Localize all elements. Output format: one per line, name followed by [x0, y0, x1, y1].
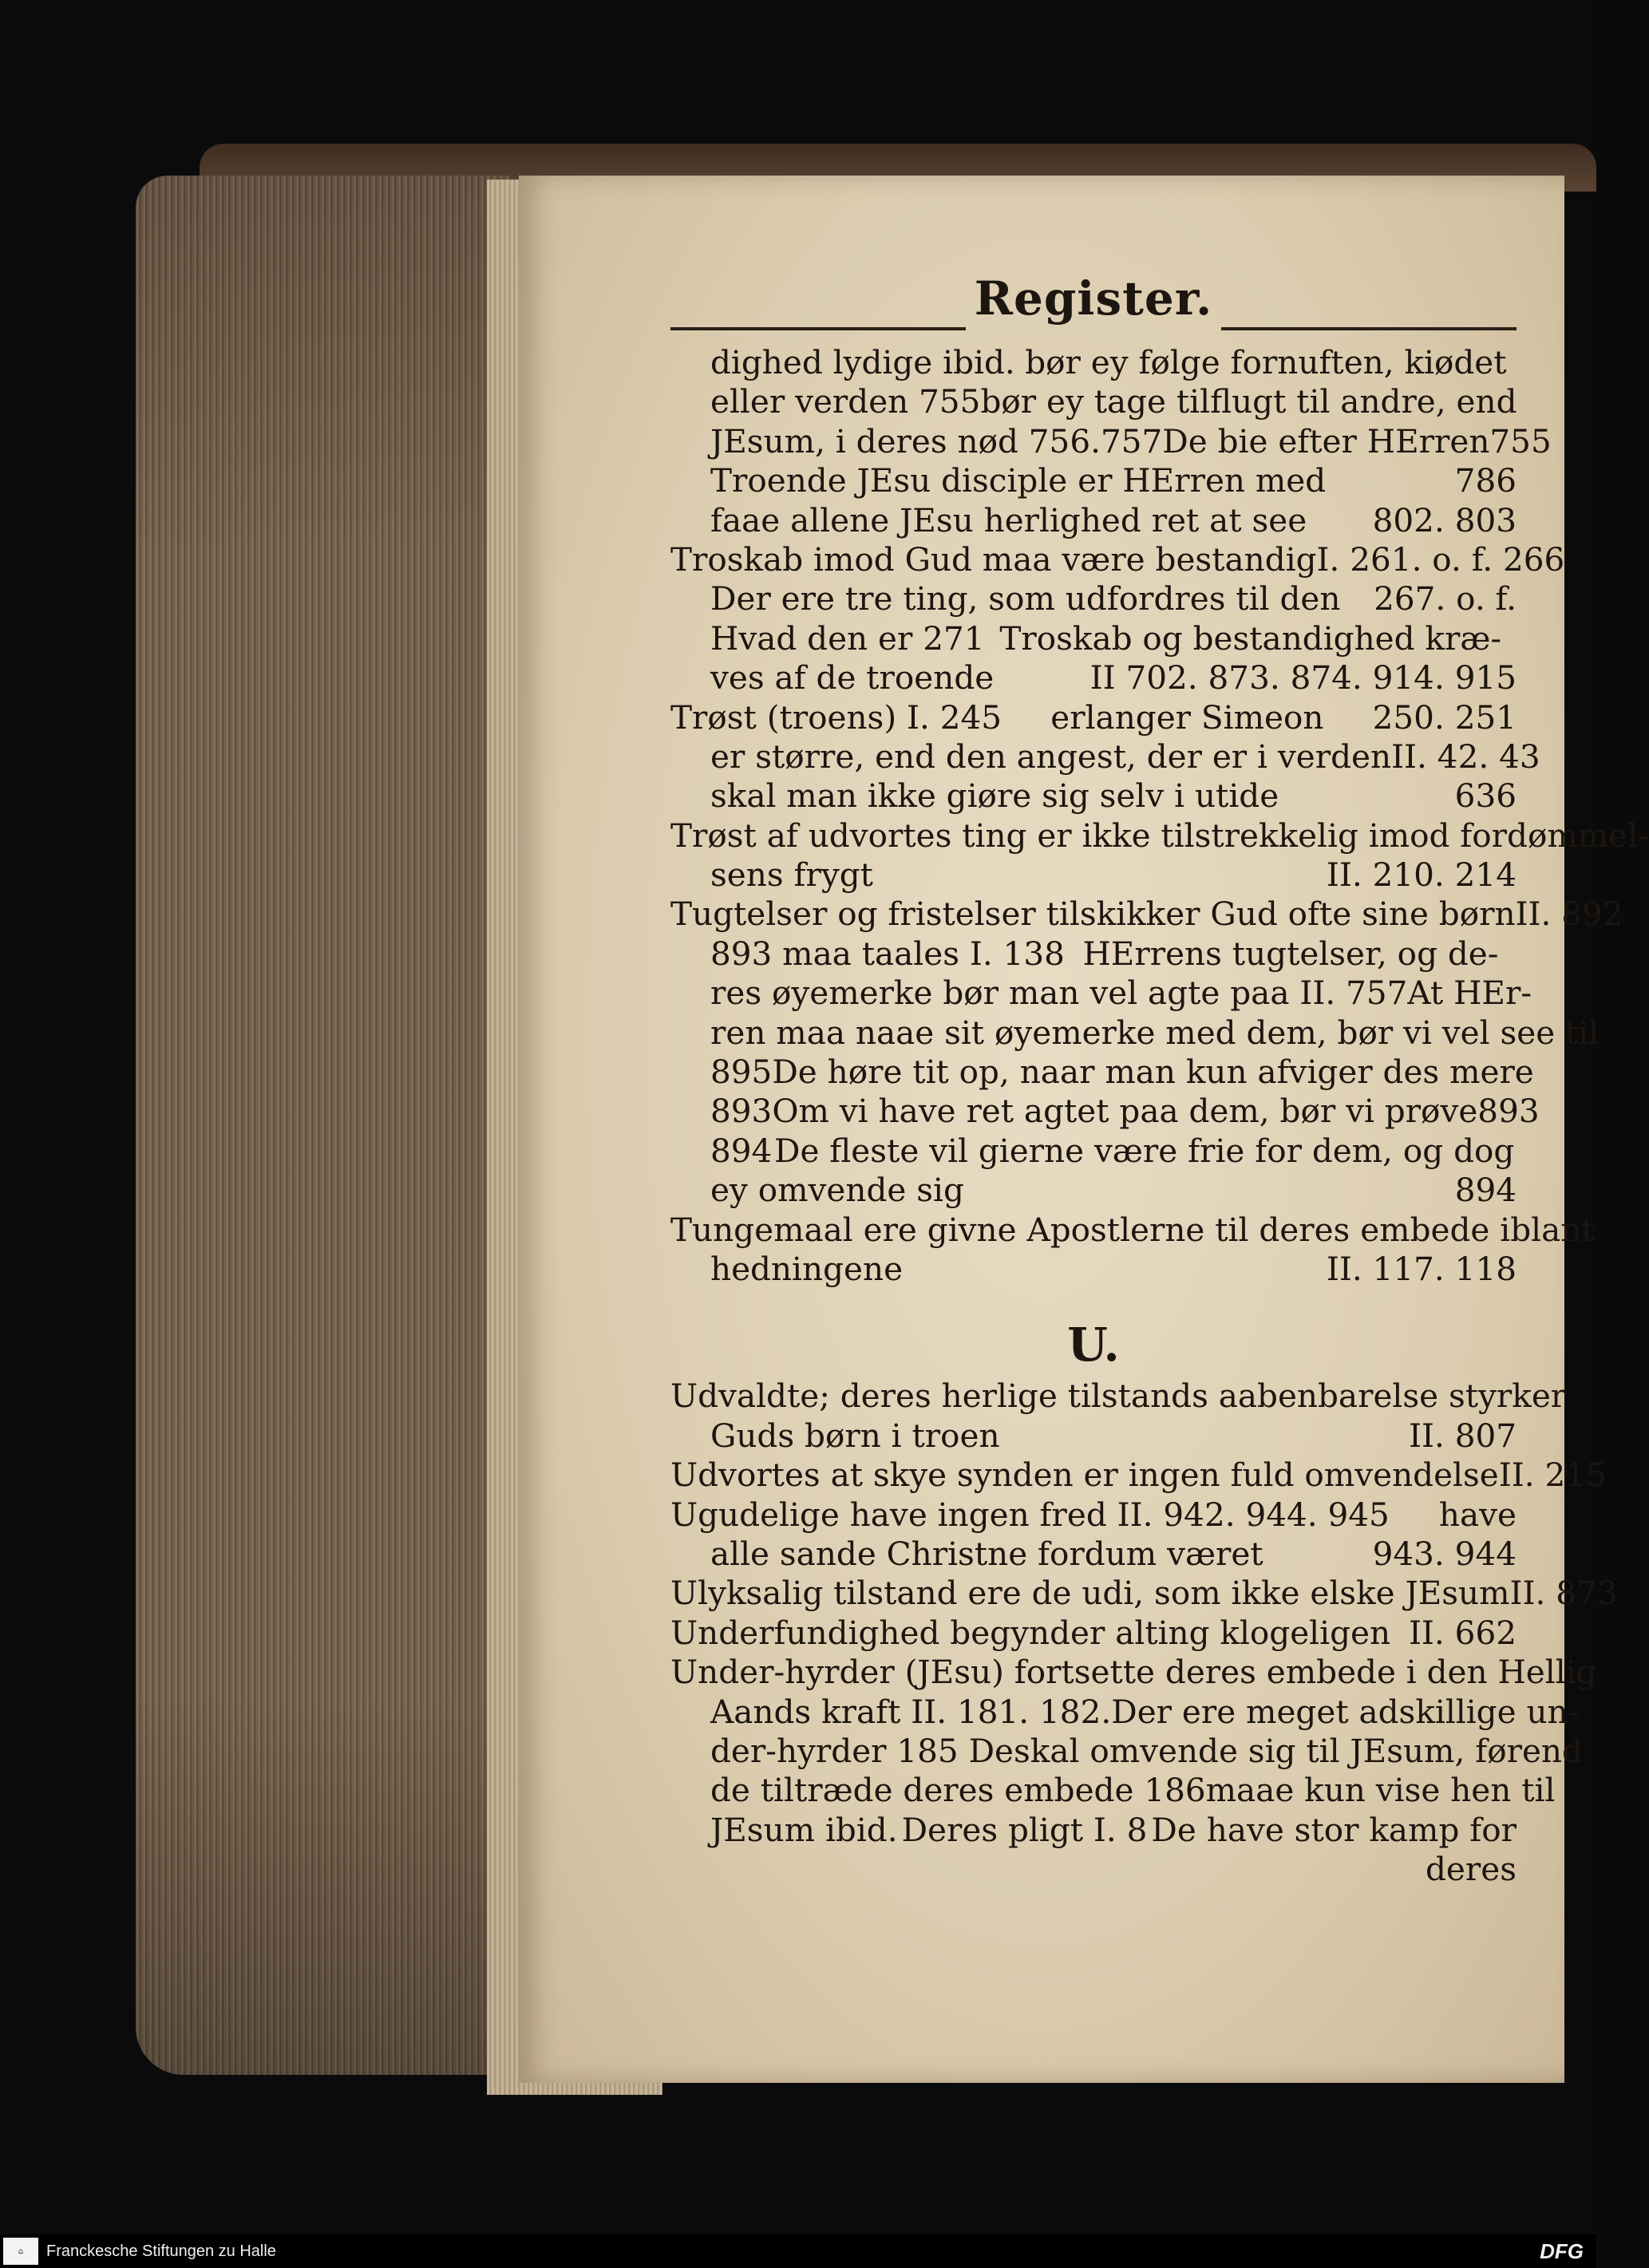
index-line — [670, 974, 1532, 1013]
index-line — [670, 1171, 1517, 1210]
index-line-left: 893 maa taales I. 138 — [710, 934, 1065, 973]
index-line-left: Udvortes at skye synden er ingen fuld omvendelse — [670, 1456, 1499, 1495]
index-line-left: Ugudelige have ingen fred II. 942. 944. 945 — [670, 1495, 1390, 1534]
index-line — [670, 1013, 1600, 1053]
index-line-right: At HEr- — [1407, 974, 1532, 1013]
index-line-left: de tiltræde deres embede 186 — [710, 1771, 1206, 1810]
header-rule-right — [1221, 327, 1517, 330]
index-line-mid: Deres pligt I. 8 — [901, 1810, 1148, 1849]
index-line — [670, 1535, 1517, 1574]
index-line — [670, 1731, 1583, 1771]
funder-logo: DFG — [1540, 2239, 1584, 2263]
index-line — [670, 1771, 1556, 1810]
viewer-footer — [0, 2234, 1596, 2268]
index-line-left: Hvad den er 271 — [710, 618, 985, 658]
index-line-left: Troende JEsu disciple er HErren med — [710, 461, 1327, 500]
index-line-left: ves af de troende — [710, 658, 995, 697]
index-line-right: II. 892 — [1515, 895, 1623, 934]
index-line — [670, 658, 1517, 697]
index-line-right: 636 — [1454, 776, 1517, 816]
index-line — [670, 855, 1517, 895]
index-line — [670, 382, 1517, 421]
fore-edge-shade — [136, 176, 511, 2075]
section-letter-u: U. — [1067, 1318, 1120, 1373]
index-line-left: Trøst (troens) I. 245 — [670, 697, 1002, 737]
index-line-right: 802. 803 — [1372, 500, 1517, 539]
page-header: Register. — [974, 271, 1213, 326]
index-line — [670, 1456, 1607, 1495]
index-line-left: Ulyksalig tilstand ere de udi, som ikke elske JEsum — [670, 1574, 1510, 1613]
index-line — [670, 1850, 1517, 1889]
index-line-right: II. 42. 43 — [1391, 737, 1540, 776]
index-line-right: II 702. 873. 874. 914. 915 — [1089, 658, 1517, 697]
index-line-right: II. 215 — [1498, 1456, 1607, 1495]
index-line-left: dighed lydige ibid. — [710, 343, 1015, 381]
index-line-right: II. 210. 214 — [1326, 855, 1517, 895]
index-line — [670, 1417, 1517, 1456]
index-line — [670, 1811, 1517, 1850]
index-line-left: 893 — [710, 1092, 773, 1131]
index-line-right: II. 873 — [1509, 1574, 1618, 1613]
index-line — [670, 1092, 1540, 1131]
index-line-left: Aands kraft II. 181. 182. — [710, 1692, 1112, 1731]
index-line — [670, 579, 1517, 618]
index-line-right: I. 261. o. f. 266 — [1316, 539, 1565, 579]
index-line-mid: erlanger Simeon — [1050, 697, 1324, 737]
index-line-right: 250. 251 — [1372, 697, 1517, 737]
index-line-mid: Troskab og bestandighed kræ- — [999, 618, 1502, 658]
index-line-left: faae allene JEsu herlighed ret at see — [710, 500, 1307, 539]
index-line-mid: bør ey følge fornuften, kiødet — [1025, 343, 1507, 381]
index-line-left: JEsum ibid. — [710, 1810, 898, 1849]
institution-name: Franckesche Stiftungen zu Halle — [46, 2242, 276, 2260]
index-line-left: Trøst af udvortes ting er ikke tilstrekkelig imod fordømmel- — [670, 816, 1649, 855]
index-line-left: Guds børn i troen — [710, 1416, 1000, 1455]
index-line-left: eller verden 755 — [710, 382, 981, 421]
index-line-left: Underfundighed begynder alting klogeligen — [670, 1613, 1391, 1652]
index-line — [670, 895, 1623, 934]
index-line-mid: De bie efter HErren — [1162, 421, 1490, 460]
index-line-right: 894 — [1454, 1171, 1517, 1210]
index-line — [670, 1132, 1517, 1171]
index-line — [670, 461, 1517, 500]
header-rule-left — [670, 327, 966, 330]
index-line — [670, 737, 1540, 776]
index-line-mid: maae kun vise hen til — [1205, 1771, 1556, 1810]
index-line-left: Tugtelser og fristelser tilskikker Gud ofte sine børn — [670, 895, 1516, 934]
index-line-left: ey omvende sig — [710, 1171, 964, 1210]
index-line — [670, 776, 1517, 816]
index-entries-t — [670, 343, 1649, 1289]
index-line-mid: Der ere meget adskillige un- — [1111, 1692, 1580, 1731]
index-line — [670, 619, 1517, 658]
index-line-left: res øyemerke bør man vel agte paa II. 757 — [710, 974, 1408, 1013]
index-line — [670, 1053, 1534, 1092]
index-line-left: 894 — [710, 1131, 773, 1170]
index-line-right: II. 117. 118 — [1326, 1249, 1517, 1288]
index-line-mid: De fleste vil gierne være frie for dem, og dog — [773, 1131, 1515, 1170]
index-line — [670, 343, 1517, 382]
running-header — [670, 271, 1517, 343]
index-line-mid: Om vi have ret agtet paa dem, bør vi prøve — [772, 1092, 1478, 1131]
index-line-left: sens frygt — [710, 855, 873, 895]
index-line-left: Under-hyrder (JEsu) fortsette deres embede i den Hellig — [670, 1653, 1597, 1692]
index-line-left: ren maa naae sit øyemerke med dem, bør vi vel see til — [710, 1013, 1600, 1052]
index-entries-u — [670, 1377, 1618, 1889]
index-line-left: 895 — [710, 1053, 773, 1092]
institution-logo-icon: ⌂ — [3, 2238, 38, 2265]
index-line-mid: HErrens tugtelser, og de- — [1082, 934, 1499, 973]
index-line-right: 267. o. f. — [1374, 579, 1517, 618]
index-line — [670, 816, 1649, 855]
index-line-right: II. 807 — [1408, 1416, 1517, 1455]
index-line — [670, 1496, 1517, 1535]
index-line-right: 755 — [1489, 421, 1552, 460]
index-line-right: 893 — [1477, 1092, 1540, 1131]
index-line-left: alle sande Christne fordum været — [710, 1534, 1263, 1573]
index-line — [670, 1692, 1580, 1732]
index-line — [670, 539, 1565, 579]
index-line-right: 943. 944 — [1372, 1534, 1517, 1573]
index-line-left: Tungemaal ere givne Apostlerne til deres embede iblant — [670, 1210, 1595, 1249]
index-line-left: skal man ikke giøre sig selv i utide — [710, 776, 1279, 816]
index-line-right: De have stor kamp for — [1151, 1810, 1517, 1849]
index-line-mid: bør ey tage tilflugt til andre, end — [980, 382, 1517, 421]
index-line-right: have — [1438, 1495, 1517, 1534]
index-line — [670, 1574, 1618, 1613]
index-line — [670, 1250, 1517, 1289]
index-line-left: Der ere tre ting, som udfordres til den — [710, 579, 1341, 618]
index-line-left: der-hyrder 185 De — [710, 1731, 1014, 1770]
index-line — [670, 421, 1552, 461]
index-line-left: Udvaldte; deres herlige tilstands aabenbarelse styrker — [670, 1377, 1567, 1416]
header-rules — [670, 327, 1517, 334]
index-line-left: Troskab imod Gud maa være bestandig — [670, 539, 1317, 579]
index-line-mid: De høre tit op, naar man kun afviger des mere — [772, 1053, 1534, 1092]
page-text-block — [670, 271, 1649, 1889]
index-line-left: hedningene — [710, 1249, 904, 1288]
index-line-right: II. 662 — [1408, 1613, 1517, 1652]
index-line-left: er større, end den angest, der er i verden — [710, 737, 1392, 776]
index-line-mid: skal omvende sig til JEsum, førend — [1014, 1731, 1583, 1770]
index-line-right: deres — [1425, 1850, 1517, 1889]
index-line-left: JEsum, i deres nød 756.757 — [710, 421, 1163, 460]
index-line — [670, 1614, 1517, 1653]
index-line — [670, 934, 1517, 974]
index-line-right: 786 — [1454, 461, 1517, 500]
index-line — [670, 501, 1517, 540]
index-line — [670, 1377, 1567, 1416]
index-line — [670, 1653, 1597, 1692]
index-line — [670, 1210, 1595, 1250]
index-line — [670, 698, 1517, 737]
